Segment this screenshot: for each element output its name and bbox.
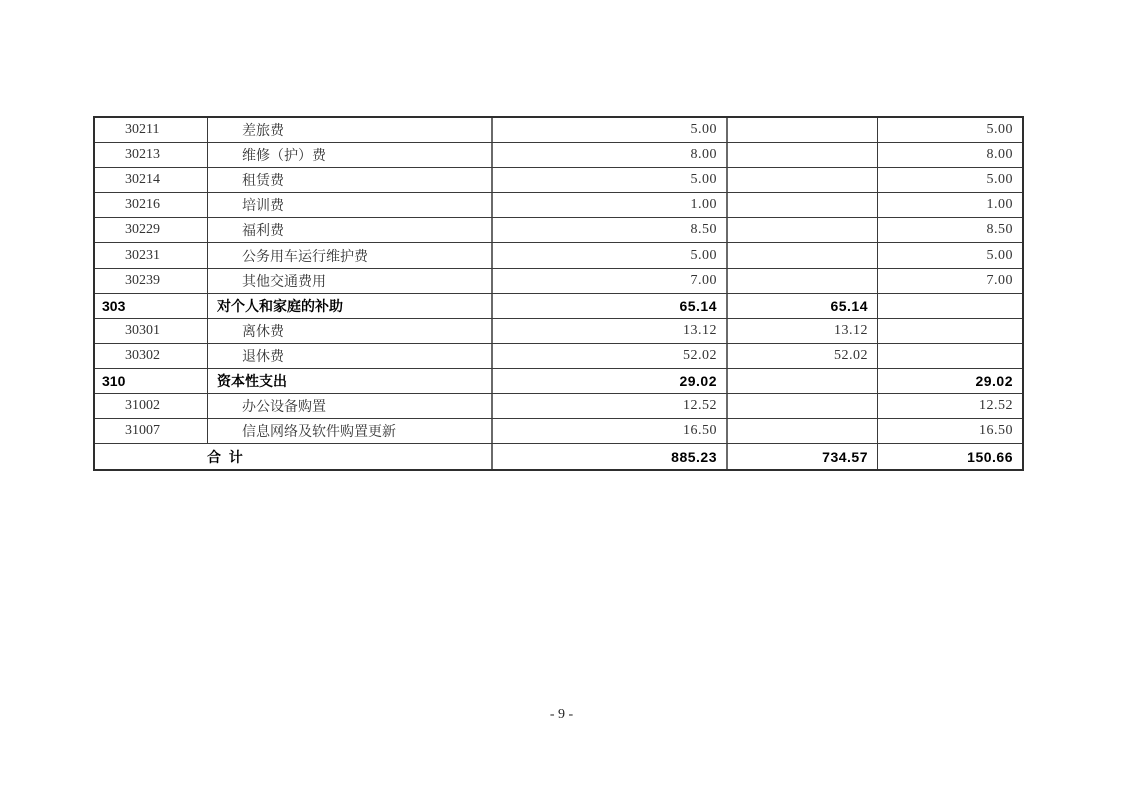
expense-name-cell: 公务用车运行维护费 <box>208 243 493 267</box>
amount-col2-cell <box>728 269 878 293</box>
page-number: - 9 - <box>549 707 574 722</box>
amount-total-cell: 7.00 <box>493 269 728 293</box>
amount-total-cell: 13.12 <box>493 319 728 343</box>
amount-col2-cell: 13.12 <box>728 319 878 343</box>
amount-col3-cell <box>878 294 1022 318</box>
table-row <box>95 369 1022 394</box>
amount-col3-cell: 16.50 <box>979 423 1013 439</box>
amount-total-cell: 29.02 <box>493 369 728 393</box>
amount-total-cell: 12.52 <box>493 394 728 418</box>
table-row <box>95 118 1022 143</box>
amount-total-cell: 16.50 <box>493 419 728 443</box>
amount-col2-cell: 65.14 <box>728 294 878 318</box>
expense-code-cell: 31002 <box>95 394 208 418</box>
amount-total-cell: 885.23 <box>493 444 728 469</box>
amount-total-cell: 5.00 <box>493 243 728 267</box>
amount-total-cell: 1.00 <box>493 193 728 217</box>
amount-col2-cell: 734.57 <box>728 444 878 469</box>
amount-col3-cell: 12.52 <box>979 398 1013 414</box>
table-row <box>95 143 1022 168</box>
expense-name-cell: 培训费 <box>208 193 493 217</box>
amount-total-cell: 8.00 <box>493 143 728 167</box>
expense-name-cell: 合 计 <box>95 444 493 469</box>
amount-col2-cell <box>728 369 878 393</box>
expense-code-cell: 30211 <box>95 118 208 142</box>
amount-col2-cell <box>728 218 878 242</box>
amount-col3-cell: 5.00 <box>986 122 1013 138</box>
expense-name-cell: 其他交通费用 <box>208 269 493 293</box>
amount-col3-cell: 7.00 <box>986 272 1013 288</box>
expense-name-cell: 办公设备购置 <box>208 394 493 418</box>
table-row <box>95 193 1022 218</box>
amount-total-cell: 52.02 <box>493 344 728 368</box>
expense-name-cell: 资本性支出 <box>208 369 493 393</box>
table-row <box>95 419 1022 444</box>
expense-code-cell: 310 <box>95 369 208 393</box>
amount-col3-cell: 8.50 <box>986 222 1013 238</box>
amount-total-cell: 5.00 <box>493 118 728 142</box>
expense-code-cell: 30231 <box>95 243 208 267</box>
table-row <box>95 294 1022 319</box>
amount-col3-cell: 8.00 <box>986 147 1013 163</box>
expense-name-cell: 差旅费 <box>208 118 493 142</box>
amount-col2-cell: 52.02 <box>728 344 878 368</box>
expense-code-cell: 30213 <box>95 143 208 167</box>
budget-table <box>93 116 1024 471</box>
expense-name-cell: 信息网络及软件购置更新 <box>208 419 493 443</box>
expense-code-cell: 303 <box>95 294 208 318</box>
amount-col3-cell: 5.00 <box>986 247 1013 263</box>
amount-col3-cell: 5.00 <box>986 172 1013 188</box>
table-row <box>95 394 1022 419</box>
expense-code-cell: 30216 <box>95 193 208 217</box>
amount-col3-cell: 1.00 <box>986 197 1013 213</box>
amount-col3-cell: 29.02 <box>975 372 1013 389</box>
expense-name-cell: 退休费 <box>208 344 493 368</box>
amount-col2-cell <box>728 143 878 167</box>
amount-col3-cell: 150.66 <box>967 448 1013 465</box>
amount-col2-cell <box>728 168 878 192</box>
expense-name-cell: 对个人和家庭的补助 <box>208 294 493 318</box>
amount-col3-cell <box>878 319 1022 343</box>
table-row <box>95 344 1022 369</box>
expense-name-cell: 维修（护）费 <box>208 143 493 167</box>
amount-col2-cell <box>728 243 878 267</box>
expense-code-cell: 30214 <box>95 168 208 192</box>
table-row <box>95 444 1022 469</box>
amount-total-cell: 5.00 <box>493 168 728 192</box>
table-row <box>95 269 1022 294</box>
amount-total-cell: 8.50 <box>493 218 728 242</box>
amount-col2-cell <box>728 118 878 142</box>
expense-code-cell: 31007 <box>95 419 208 443</box>
amount-total-cell: 65.14 <box>493 294 728 318</box>
expense-name-cell: 离休费 <box>208 319 493 343</box>
amount-col2-cell <box>728 419 878 443</box>
amount-col3-cell <box>878 344 1022 368</box>
expense-code-cell: 30229 <box>95 218 208 242</box>
expense-code-cell: 30302 <box>95 344 208 368</box>
amount-col2-cell <box>728 193 878 217</box>
expense-code-cell: 30301 <box>95 319 208 343</box>
expense-name-cell: 租赁费 <box>208 168 493 192</box>
table-row <box>95 168 1022 193</box>
expense-name-cell: 福利费 <box>208 218 493 242</box>
table-row <box>95 319 1022 344</box>
amount-col2-cell <box>728 394 878 418</box>
table-row <box>95 218 1022 243</box>
expense-code-cell: 30239 <box>95 269 208 293</box>
table-row <box>95 243 1022 268</box>
